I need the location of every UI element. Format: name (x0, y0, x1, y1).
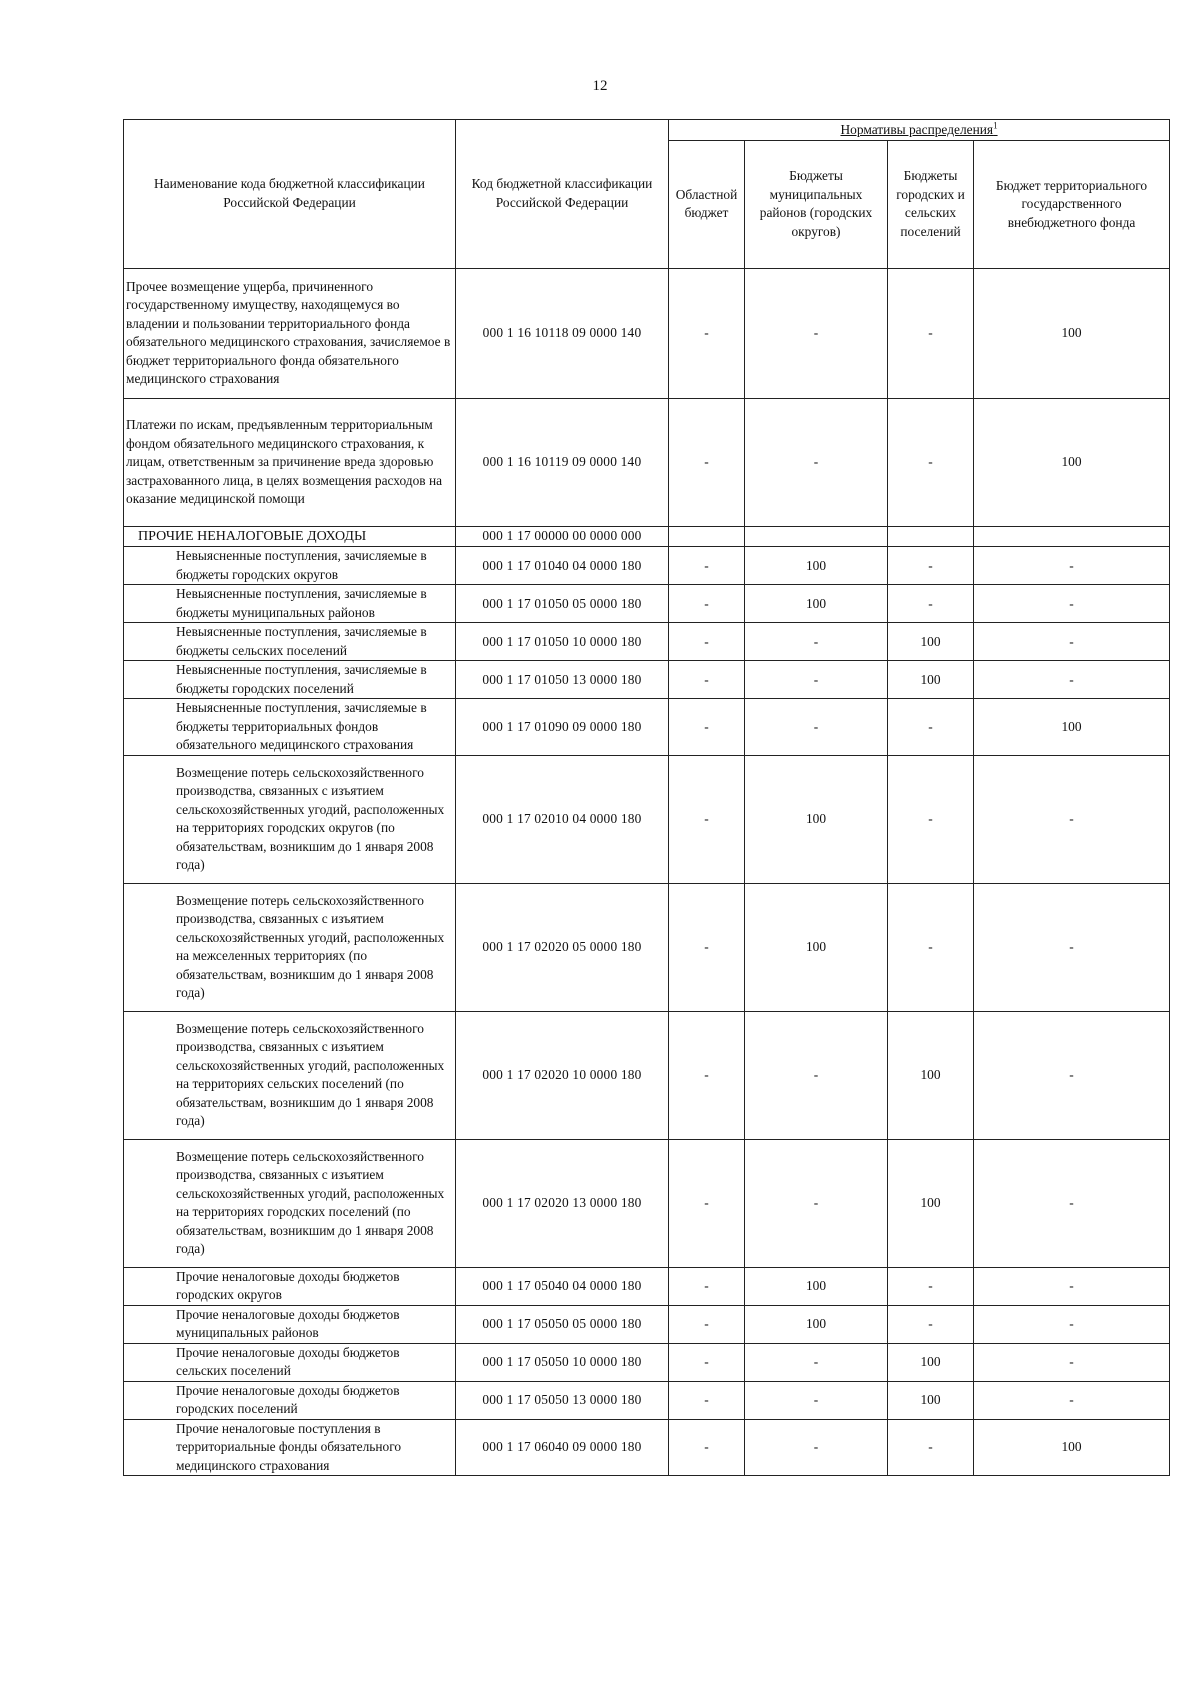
table-row (124, 661, 1170, 699)
table-row (124, 883, 1170, 1011)
cell-code: 000 1 17 02020 05 0000 180 (456, 883, 669, 1011)
cell-fund: 100 (974, 699, 1170, 756)
table-row (124, 1419, 1170, 1476)
cell-oblast: - (669, 1011, 745, 1139)
cell-municipal: - (745, 661, 888, 699)
cell-name: Возмещение потерь сельскохозяйственного производства, связанных с изъятием сельскохозяйственных угодий, расположенных на территориях сельских поселений (по обязательствам, возникшим до 1 января 2008 года) (124, 1011, 456, 1139)
table-row (124, 268, 1170, 398)
cell-fund: - (974, 883, 1170, 1011)
cell-municipal: - (745, 398, 888, 526)
cell-municipal: 100 (745, 883, 888, 1011)
budget-classification-table (123, 119, 1170, 1476)
cell-settlements: 100 (888, 1139, 974, 1267)
cell-fund: - (974, 1343, 1170, 1381)
cell-fund: - (974, 1305, 1170, 1343)
cell-settlements: - (888, 755, 974, 883)
cell-oblast: - (669, 883, 745, 1011)
cell-municipal: 100 (745, 755, 888, 883)
cell-code: 000 1 17 05050 13 0000 180 (456, 1381, 669, 1419)
cell-municipal: - (745, 268, 888, 398)
cell-code: 000 1 17 05050 05 0000 180 (456, 1305, 669, 1343)
cell-code: 000 1 17 01050 13 0000 180 (456, 661, 669, 699)
cell-settlements: - (888, 699, 974, 756)
table-header (124, 120, 1170, 269)
cell-municipal: - (745, 1419, 888, 1476)
cell-code: 000 1 17 02020 10 0000 180 (456, 1011, 669, 1139)
cell-oblast: - (669, 1381, 745, 1419)
cell-settlements: - (888, 883, 974, 1011)
cell-fund: - (974, 623, 1170, 661)
cell-municipal: 100 (745, 1305, 888, 1343)
table-row (124, 1343, 1170, 1381)
header-code: Код бюджетной классификации Российской Федерации (456, 120, 669, 269)
table-row (124, 1011, 1170, 1139)
cell-code: 000 1 17 02020 13 0000 180 (456, 1139, 669, 1267)
cell-name: Платежи по искам, предъявленным территориальным фондом обязательного медицинского страхования, к лицам, ответственным за причинение вреда здоровью застрахованного лица, в целях возмещения расходов на оказание медицинской помощи (124, 398, 456, 526)
cell-oblast: - (669, 661, 745, 699)
cell-oblast: - (669, 1267, 745, 1305)
header-row-top (124, 120, 1170, 141)
cell-code: 000 1 17 06040 09 0000 180 (456, 1419, 669, 1476)
cell-oblast: - (669, 755, 745, 883)
cell-name: Прочее возмещение ущерба, причиненного государственному имуществу, находящемуся во владении и пользовании территориального фонда обязательного медицинского страхования, зачисляемое в бюджет территориального фонда обязательного медицинского страхования (124, 268, 456, 398)
cell-code: 000 1 17 01090 09 0000 180 (456, 699, 669, 756)
cell-fund: 100 (974, 1419, 1170, 1476)
table-row (124, 623, 1170, 661)
header-fund: Бюджет территориального государственного внебюджетного фонда (974, 140, 1170, 268)
table-body (124, 268, 1170, 1475)
page-number: 12 (592, 78, 608, 94)
cell-fund: - (974, 1139, 1170, 1267)
cell-fund: - (974, 1011, 1170, 1139)
cell-oblast: - (669, 547, 745, 585)
cell-oblast: - (669, 1343, 745, 1381)
cell-code: 000 1 16 10118 09 0000 140 (456, 268, 669, 398)
cell-code: 000 1 17 00000 00 0000 000 (456, 526, 669, 546)
cell-code: 000 1 17 02010 04 0000 180 (456, 755, 669, 883)
cell-code: 000 1 16 10119 09 0000 140 (456, 398, 669, 526)
header-name: Наименование кода бюджетной классификации Российской Федерации (124, 120, 456, 269)
cell-name: Возмещение потерь сельскохозяйственного производства, связанных с изъятием сельскохозяйственных угодий, расположенных на территориях городских округов (по обязательствам, возникшим до 1 января 2008 года) (124, 755, 456, 883)
norms-label-text: Нормативы распределения (840, 122, 994, 138)
cell-code: 000 1 17 05040 04 0000 180 (456, 1267, 669, 1305)
header-settlements: Бюджеты городских и сельских поселений (888, 140, 974, 268)
cell-fund (974, 526, 1170, 546)
cell-code: 000 1 17 05050 10 0000 180 (456, 1343, 669, 1381)
cell-settlements: 100 (888, 1381, 974, 1419)
cell-municipal: - (745, 1343, 888, 1381)
header-oblast: Областной бюджет (669, 140, 745, 268)
cell-municipal: - (745, 1381, 888, 1419)
cell-name: Невыясненные поступления, зачисляемые в бюджеты городских округов (124, 547, 456, 585)
cell-oblast: - (669, 1305, 745, 1343)
cell-settlements: - (888, 1305, 974, 1343)
cell-name: Прочие неналоговые поступления в территориальные фонды обязательного медицинского страхования (124, 1419, 456, 1476)
cell-municipal: 100 (745, 1267, 888, 1305)
cell-settlements: 100 (888, 1011, 974, 1139)
table-row (124, 1305, 1170, 1343)
cell-settlements: - (888, 585, 974, 623)
cell-name: Невыясненные поступления, зачисляемые в бюджеты территориальных фондов обязательного медицинского страхования (124, 699, 456, 756)
cell-fund: - (974, 661, 1170, 699)
cell-settlements: - (888, 1419, 974, 1476)
cell-code: 000 1 17 01050 10 0000 180 (456, 623, 669, 661)
cell-settlements: 100 (888, 661, 974, 699)
cell-fund: - (974, 755, 1170, 883)
cell-fund: - (974, 585, 1170, 623)
cell-name: Невыясненные поступления, зачисляемые в бюджеты городских поселений (124, 661, 456, 699)
cell-municipal: 100 (745, 585, 888, 623)
cell-oblast: - (669, 1139, 745, 1267)
cell-oblast: - (669, 268, 745, 398)
cell-oblast: - (669, 699, 745, 756)
cell-fund: - (974, 1381, 1170, 1419)
cell-settlements: 100 (888, 1343, 974, 1381)
table-row (124, 526, 1170, 546)
norms-footnote-mark: 1 (993, 121, 998, 131)
header-norms-group (669, 120, 1170, 141)
cell-municipal: 100 (745, 547, 888, 585)
cell-municipal: - (745, 1139, 888, 1267)
cell-municipal: - (745, 623, 888, 661)
cell-settlements: - (888, 268, 974, 398)
table-row (124, 699, 1170, 756)
cell-fund: 100 (974, 398, 1170, 526)
cell-oblast: - (669, 623, 745, 661)
table-row (124, 1381, 1170, 1419)
table-row (124, 1267, 1170, 1305)
cell-municipal (745, 526, 888, 546)
cell-oblast: - (669, 398, 745, 526)
cell-settlements (888, 526, 974, 546)
cell-municipal: - (745, 699, 888, 756)
cell-name: ПРОЧИЕ НЕНАЛОГОВЫЕ ДОХОДЫ (124, 526, 456, 546)
cell-code: 000 1 17 01050 05 0000 180 (456, 585, 669, 623)
table-row (124, 1139, 1170, 1267)
cell-oblast: - (669, 1419, 745, 1476)
cell-name: Невыясненные поступления, зачисляемые в бюджеты муниципальных районов (124, 585, 456, 623)
cell-municipal: - (745, 1011, 888, 1139)
cell-settlements: - (888, 398, 974, 526)
cell-fund: 100 (974, 268, 1170, 398)
cell-name: Прочие неналоговые доходы бюджетов городских округов (124, 1267, 456, 1305)
cell-name: Возмещение потерь сельскохозяйственного производства, связанных с изъятием сельскохозяйственных угодий, расположенных на межселенных территориях (по обязательствам, возникшим до 1 января 2008 года) (124, 883, 456, 1011)
cell-settlements: - (888, 547, 974, 585)
cell-fund: - (974, 1267, 1170, 1305)
cell-name: Возмещение потерь сельскохозяйственного производства, связанных с изъятием сельскохозяйственных угодий, расположенных на территориях городских поселений (по обязательствам, возникшим до 1 января 2008 года) (124, 1139, 456, 1267)
table-row (124, 547, 1170, 585)
header-municipal: Бюджеты муниципальных районов (городских округов) (745, 140, 888, 268)
table-row (124, 585, 1170, 623)
cell-name: Прочие неналоговые доходы бюджетов муниципальных районов (124, 1305, 456, 1343)
cell-settlements: 100 (888, 623, 974, 661)
cell-oblast (669, 526, 745, 546)
cell-name: Прочие неналоговые доходы бюджетов городских поселений (124, 1381, 456, 1419)
cell-settlements: - (888, 1267, 974, 1305)
cell-code: 000 1 17 01040 04 0000 180 (456, 547, 669, 585)
table-row (124, 755, 1170, 883)
cell-name: Невыясненные поступления, зачисляемые в бюджеты сельских поселений (124, 623, 456, 661)
norms-label (840, 122, 997, 137)
cell-oblast: - (669, 585, 745, 623)
cell-name: Прочие неналоговые доходы бюджетов сельских поселений (124, 1343, 456, 1381)
table-row (124, 398, 1170, 526)
cell-fund: - (974, 547, 1170, 585)
